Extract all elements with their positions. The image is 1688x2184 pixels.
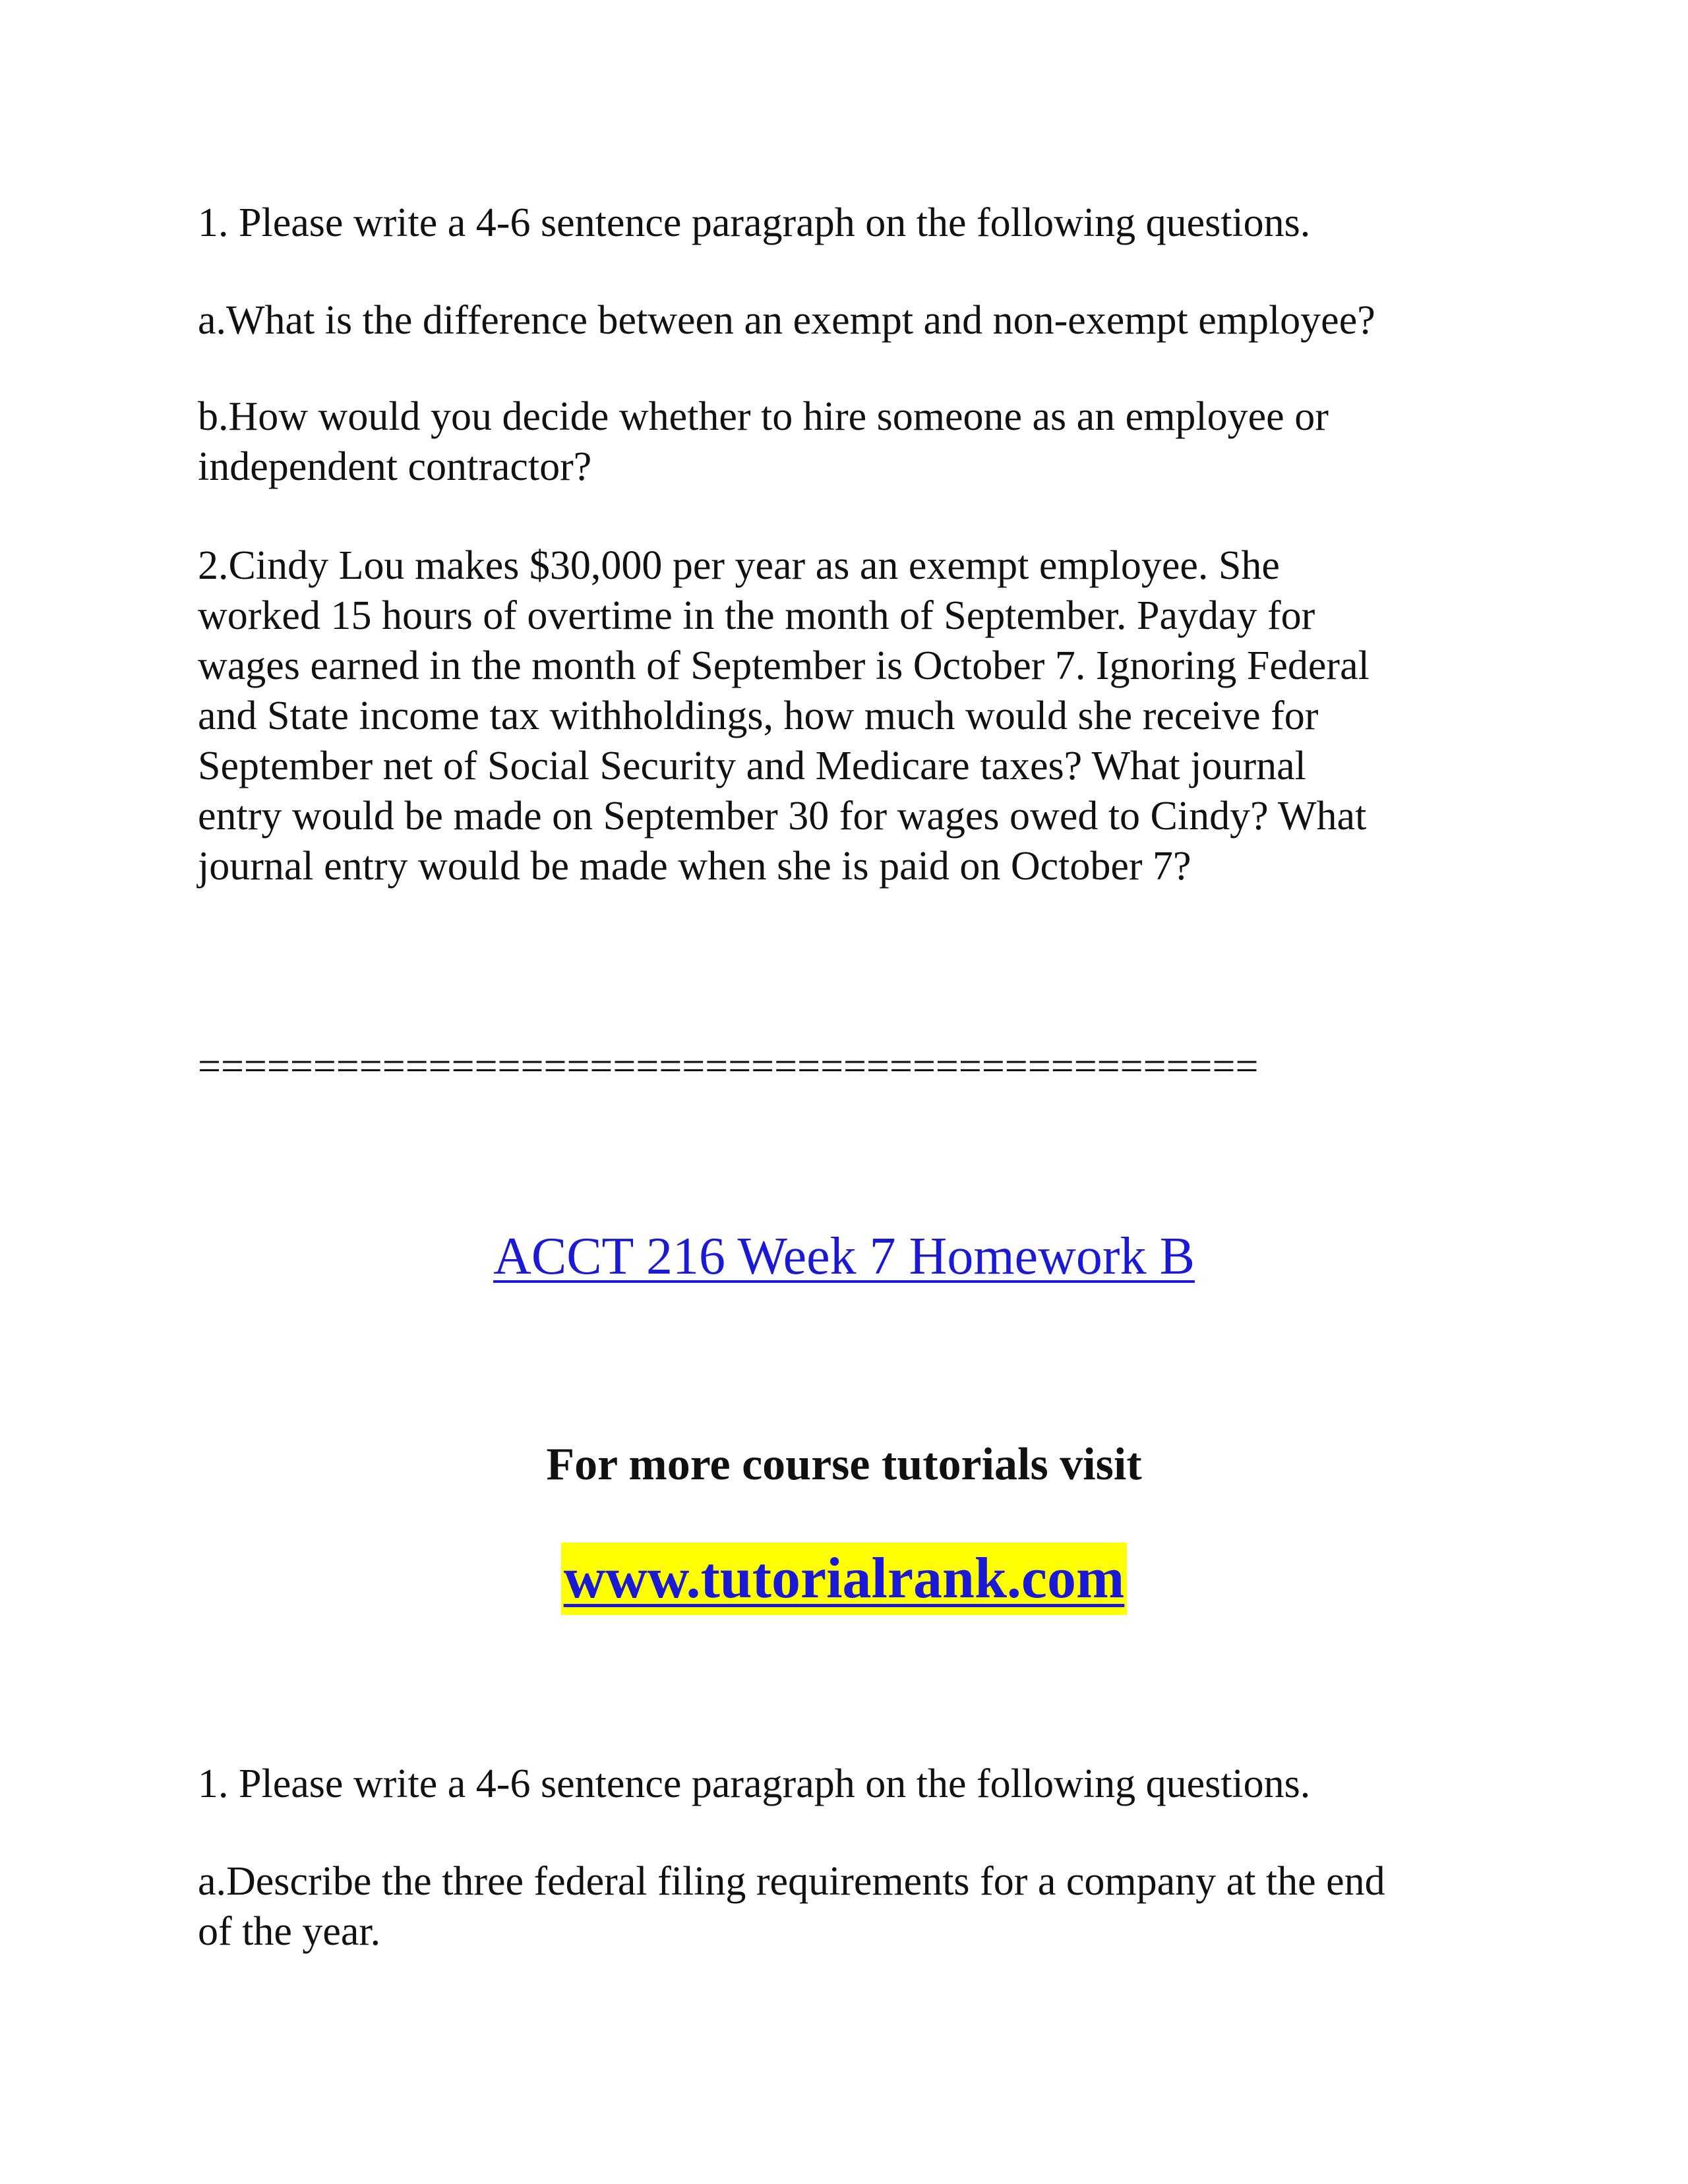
section-2-question-1-intro: 1. Please write a 4-6 sentence paragraph on the following questions. [198, 1761, 1311, 1806]
question-2-line: and State income tax withholdings, how much would she receive for [198, 694, 1319, 738]
question-2-line: worked 15 hours of overtime in the month of September. Payday for [198, 593, 1315, 638]
question-b [198, 392, 1503, 492]
url-container [0, 1543, 1688, 1615]
section-divider: ============================================== [198, 1044, 1259, 1089]
promo-text: For more course tutorials visit [546, 1439, 1142, 1490]
question-1-intro: 1. Please write a 4-6 sentence paragraph on the following questions. [198, 200, 1311, 245]
section-2-question-a-line-2: of the year. [198, 1909, 381, 1954]
question-2-line: journal entry would be made when she is paid on October 7? [198, 844, 1191, 889]
question-a: a.What is the difference between an exempt and non-exempt employee? [198, 298, 1375, 343]
section-2-question-a [198, 1856, 1503, 1957]
question-2-line: entry would be made on September 30 for wages owed to Cindy? What [198, 794, 1367, 839]
question-b-line-2: independent contractor? [198, 444, 592, 489]
question-b-line-1: b.How would you decide whether to hire someone as an employee or [198, 394, 1329, 439]
question-2-line: 2.Cindy Lou makes $30,000 per year as an exempt employee. She [198, 543, 1280, 588]
question-2-line: September net of Social Security and Medicare taxes? What journal [198, 744, 1306, 788]
question-2 [198, 541, 1503, 891]
question-2-line: wages earned in the month of September is October 7. Ignoring Federal [198, 643, 1370, 688]
section-2-question-a-line-1: a.Describe the three federal filing requirements for a company at the end [198, 1859, 1385, 1904]
tutorialrank-link[interactable]: www.tutorialrank.com [561, 1543, 1128, 1615]
homework-title-link[interactable]: ACCT 216 Week 7 Homework B [493, 1227, 1195, 1285]
